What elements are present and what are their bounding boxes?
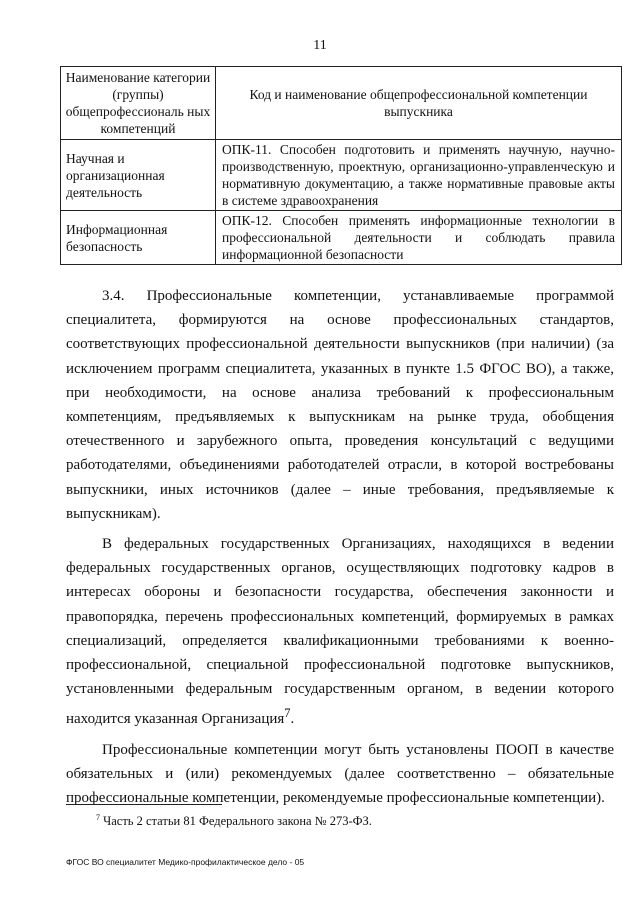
table-row [61, 140, 622, 211]
paragraph: Профессиональные компетенции могут быть установлены ПООП в качестве обязательных и (или) рекомендуемых (далее соответственно – обязательные профессиональные компетенции, рекомендуемые профессиональные компетенции). [66, 741, 614, 807]
footnote-text: Часть 2 статьи 81 Федерального закона № 273-ФЗ. [103, 814, 372, 829]
paragraph: 3.4. Профессиональные компетенции, устанавливаемые программой специалитета, формируются на основе профессиональных стандартов, соответствующих профессиональной деятельности выпускников (при наличии) (за исключением программ специалитета, указанных в пункте 1.5 ФГОС ВО), а также, при необходимости, на основе анализа требований к профессиональным компетенциям, предъявляемых к выпускникам на рынке труда, обобщения отечественного и зарубежного опыта, проведения консультаций с ведущими работодателями, объединениями работодателей отрасли, в которой востребованы выпускники, иных источников (далее – иные требования, предъявляемые к выпускникам). [66, 288, 614, 522]
paragraph [66, 532, 614, 732]
table-header-row [61, 67, 622, 140]
paragraph-end: . [290, 711, 295, 728]
body-text [66, 284, 614, 816]
row-description: ОПК-11. Способен подготовить и применять научную, научно-производственную, проектную, организационно-управленческую и нормативную документацию, а также нормативные правовые акты в системе здравоохранения [216, 140, 622, 211]
table-row [61, 211, 622, 265]
competencies-table [60, 66, 622, 265]
footnote-reference: 7 [284, 706, 291, 721]
page-footer: ФГОС ВО специалитет Медико-профилактическое дело - 05 [66, 857, 305, 867]
paragraph-text: В федеральных государственных Организациях, находящихся в ведении федеральных государственных органов, осуществляющих подготовку кадров в интересах обороны и безопасности государства, обеспечения законности и правопорядка, перечень профессиональных компетенций, формируемых в рамках специализаций, определяется квалификационными требованиями к военно-профессиональной, специальной профессиональной подготовке выпускников, установленными федеральным государственным органом, в ведении которого находится указанная Организация [66, 536, 614, 728]
footnote [96, 813, 372, 829]
header-category: Наименование категории (группы) общепрофессиональ ных компетенций [61, 67, 216, 140]
row-description: ОПК-12. Способен применять информационные технологии в профессиональной деятельности и соблюдать правила информационной безопасности [216, 211, 622, 265]
footnote-number: 7 [96, 813, 100, 822]
footnote-separator [66, 804, 222, 805]
page-number: 11 [313, 38, 327, 53]
row-category: Информационная безопасность [61, 211, 216, 265]
header-code-name: Код и наименование общепрофессиональной компетенции выпускника [216, 67, 622, 140]
row-category: Научная и организационная деятельность [61, 140, 216, 211]
